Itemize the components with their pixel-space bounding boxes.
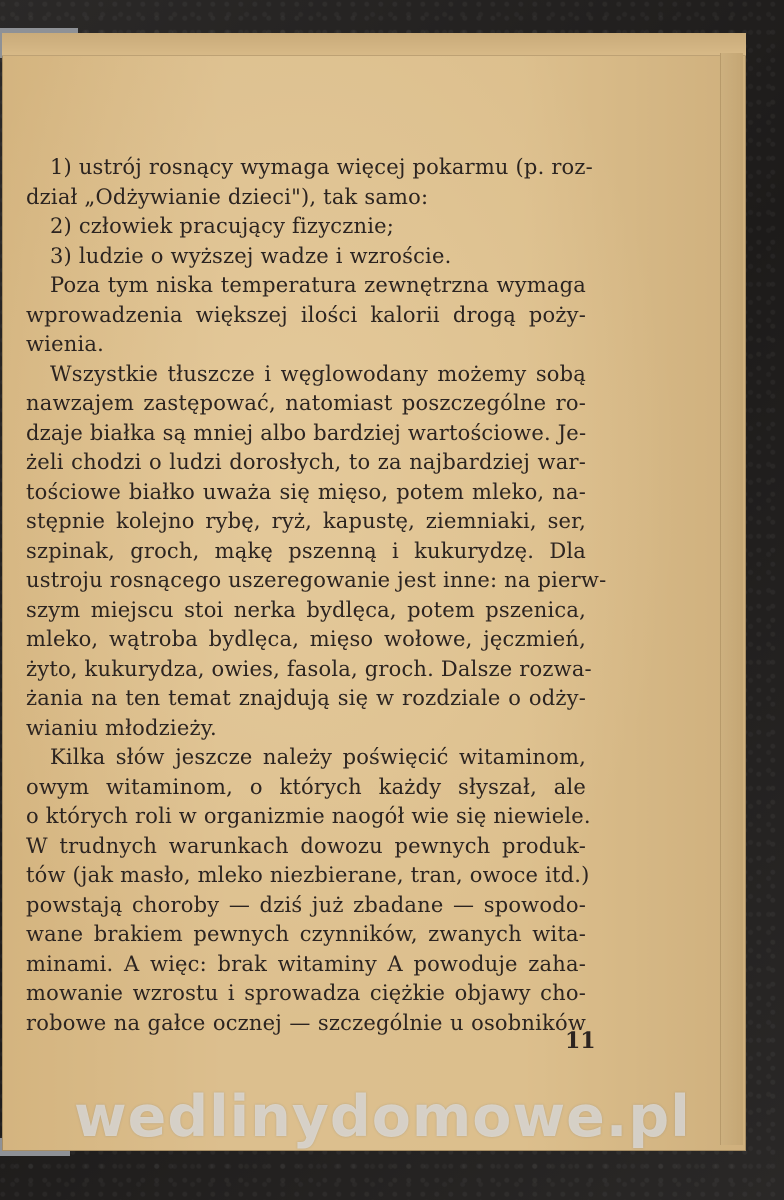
text-line: powstają choroby — dziś już zbadane — spowodo- xyxy=(26,892,586,917)
page-top-edge xyxy=(2,33,746,56)
text-line: dział „Odżywianie dzieci"), tak samo: xyxy=(26,184,429,209)
text-line: Poza tym niska temperatura zewnętrzna wymaga xyxy=(50,273,586,297)
text-line: szpinak, groch, mąkę pszenną i kukurydzę. Dla xyxy=(26,538,586,563)
book-page xyxy=(2,33,746,1151)
text-line: tów (jak masło, mleko niezbierane, tran, owoce itd.) xyxy=(26,863,590,887)
page-edge xyxy=(720,53,743,1145)
text-line: 2) człowiek pracujący fizycznie; xyxy=(50,214,395,238)
text-line: wane brakiem pewnych czynników, zwanych wita- xyxy=(26,922,586,946)
page-number: 11 xyxy=(565,1028,596,1054)
text-line: mowanie wzrostu i sprowadza ciężkie objawy cho- xyxy=(26,981,586,1005)
text-line: wianiu młodzieży. xyxy=(26,715,217,740)
text-line: o których roli w organizmie naogół wie się niewiele. xyxy=(26,804,591,828)
text-line: W trudnych warunkach dowozu pewnych produk- xyxy=(26,833,586,858)
text-line: minami. A więc: brak witaminy A powoduje zaha- xyxy=(26,951,586,976)
body-text xyxy=(26,153,607,1038)
text-line: Kilka słów jeszcze należy poświęcić witaminom, xyxy=(50,745,586,769)
text-line: mleko, wątroba bydlęca, mięso wołowe, jęczmień, xyxy=(26,627,586,651)
text-line: żeli chodzi o ludzi dorosłych, to za najbardziej war- xyxy=(26,450,586,474)
text-line: wprowadzenia większej ilości kalorii drogą poży- xyxy=(26,302,586,327)
text-line: żania na ten temat znajdują się w rozdziale o odży- xyxy=(26,686,586,710)
text-line: owym witaminom, o których każdy słyszał, ale xyxy=(26,774,586,799)
text-line: 1) ustrój rosnący wymaga więcej pokarmu (p. roz- xyxy=(50,155,593,179)
text-line: tościowe białko uważa się mięso, potem mleko, na- xyxy=(26,479,586,504)
text-line: dzaje białka są mniej albo bardziej wartościowe. Je- xyxy=(26,420,587,445)
text-line: stępnie kolejno rybę, ryż, kapustę, ziemniaki, ser, xyxy=(26,509,586,533)
text-line: szym miejscu stoi nerka bydlęca, potem pszenica, xyxy=(26,597,586,622)
watermark: wedlinydomowe.pl xyxy=(74,1084,691,1150)
text-line: Wszystkie tłuszcze i węglowodany możemy sobą xyxy=(50,361,586,386)
text-line: ustroju rosnącego uszeregowanie jest inne: na pierw- xyxy=(26,568,607,592)
text-line: żyto, kukurydza, owies, fasola, groch. Dalsze rozwa- xyxy=(26,656,592,681)
text-line: wienia. xyxy=(26,332,104,356)
text-line: robowe na gałce ocznej — szczególnie u osobników xyxy=(26,1010,586,1035)
text-line: 3) ludzie o wyższej wadze i wzroście. xyxy=(50,243,452,268)
text-line: nawzajem zastępować, natomiast poszczególne ro- xyxy=(26,391,586,415)
